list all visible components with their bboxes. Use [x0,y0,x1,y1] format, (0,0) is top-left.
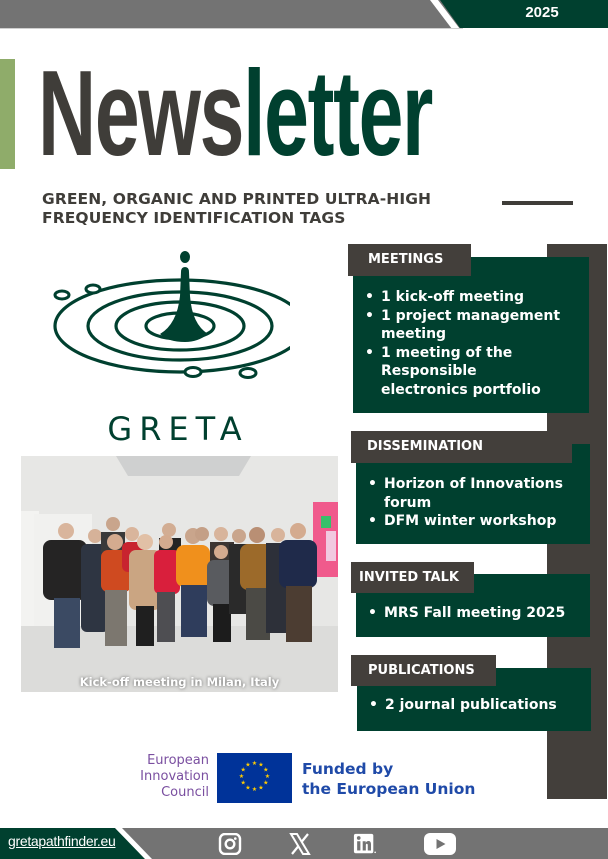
dissemination-item: • Horizon of Innovations forum [384,475,590,512]
meetings-item: • 1 project management meeting [381,307,589,344]
top-banner-grey [0,0,470,28]
svg-text:★: ★ [240,779,246,787]
top-banner-shadow [0,28,463,29]
issue-year: 2025 [525,4,559,21]
svg-text:★: ★ [258,761,264,769]
group-photo-image [21,456,338,692]
kickoff-group-photo [21,456,338,692]
greta-wordmark: GRETA [107,410,249,448]
eic-line-2: Innovation [140,769,209,784]
subtitle-line-1: GREEN, ORGANIC AND PRINTED ULTRA-HIGH [42,190,432,208]
eic-logo-text [133,753,209,801]
funded-line-1: Funded by [302,760,394,778]
funded-line-2: the European Union [302,779,476,798]
x-icon[interactable] [288,833,312,855]
publications-list [357,696,591,715]
title-part-letter: letter [243,45,433,181]
subtitle-line-2: FREQUENCY IDENTIFICATION TAGS [42,209,346,227]
project-subtitle [42,190,502,228]
dissemination-heading: DISSEMINATION [351,431,572,463]
svg-text:★: ★ [263,766,269,774]
svg-text:★: ★ [258,784,264,792]
meetings-item: • 1 kick-off meeting [381,288,589,307]
meetings-list [353,288,589,399]
svg-text:★: ★ [251,760,258,767]
linkedin-icon[interactable] [353,833,377,855]
meetings-heading: MEETINGS [348,244,471,276]
subtitle-divider [502,201,573,205]
funded-by-eu-text [302,760,475,799]
youtube-icon[interactable] [424,833,456,855]
invited-talk-heading: INVITED TALK [351,562,474,593]
svg-text:★: ★ [263,779,269,787]
invited-talk-list [356,604,590,623]
eic-line-3: Council [161,785,209,800]
dissemination-list [356,475,590,531]
meetings-card [353,257,589,413]
title-part-news: News [38,45,244,181]
instagram-icon[interactable] [218,833,242,855]
svg-text:★: ★ [251,786,258,793]
invited-talk-item: • MRS Fall meeting 2025 [384,604,590,623]
publications-item: • 2 journal publications [385,696,591,715]
svg-text:★: ★ [245,761,251,769]
page-title [38,45,433,181]
svg-text:★: ★ [238,773,245,780]
svg-text:★: ★ [245,784,251,792]
eu-flag-icon [217,753,292,803]
svg-text:★: ★ [240,766,246,774]
meetings-item: • 1 meeting of the Responsible electronics portfolio [381,344,589,400]
title-accent-bar [0,59,15,169]
website-link[interactable]: gretapathfinder.eu [8,833,116,849]
eic-line-1: European [147,753,209,768]
svg-text:★: ★ [264,773,271,780]
photo-caption: Kick-off meeting in Milan, Italy [79,675,280,689]
dissemination-item: • DFM winter workshop [384,512,590,531]
publications-heading: PUBLICATIONS [351,655,496,686]
